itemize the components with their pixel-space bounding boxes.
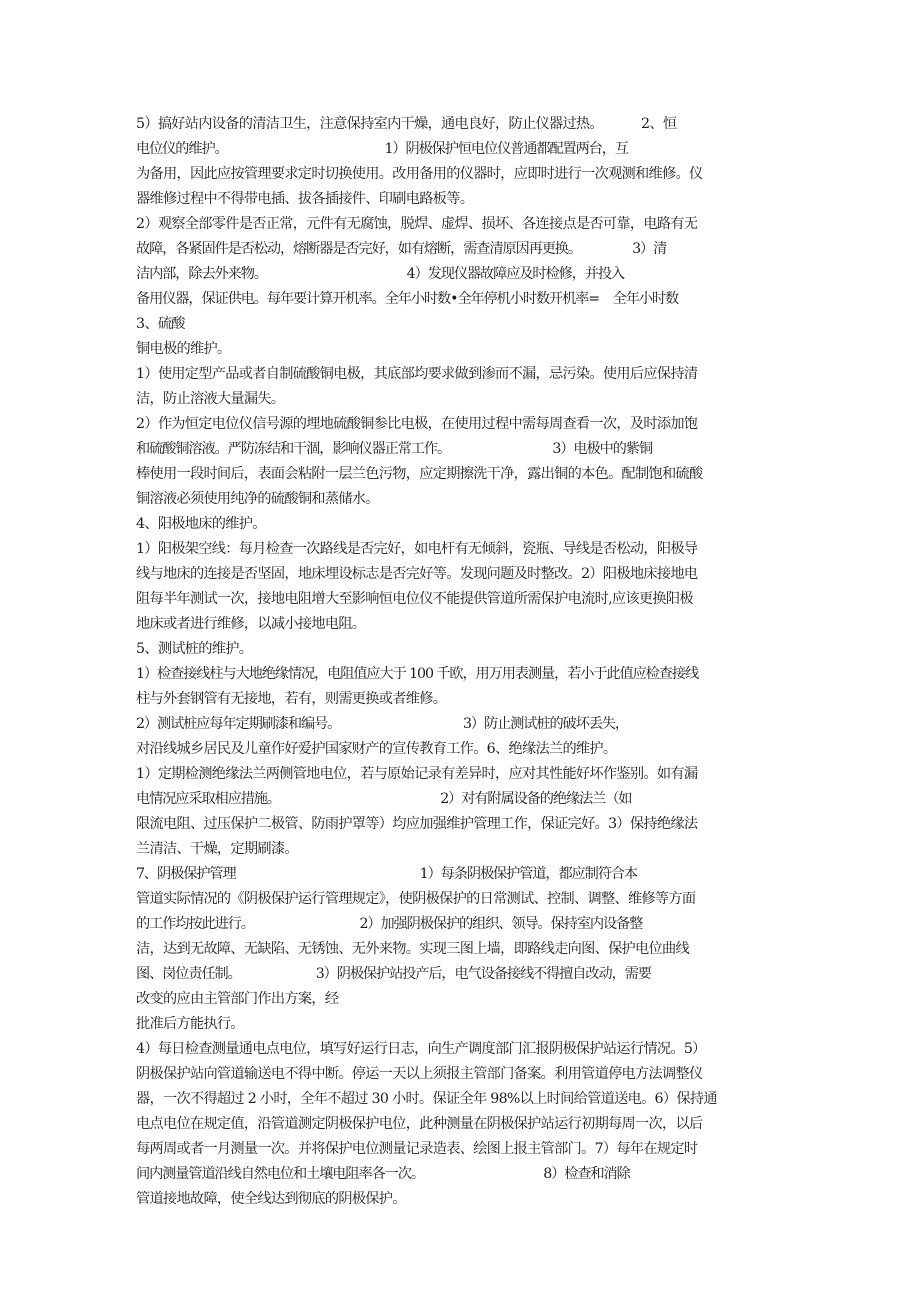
text-line: 4）每日检查测量通电点电位，填写好运行日志，向生产调度部门汇报阴极保护站运行情况。5） — [136, 1041, 706, 1057]
text-line: 柱与外套钢管有无接地，若有，则需更换或者维修。 — [136, 691, 447, 707]
text-line: 电点电位在规定值，沿管道测定阴极保护电位，此种测量在阴极保护站运行初期每周一次，以后 — [136, 1116, 703, 1132]
text-line: 管道接地故障，使全线达到彻底的阴极保护。 — [136, 1191, 406, 1207]
text-line: 阻每半年测试一次，接地电阻增大至影响恒电位仪不能提供管道所需保护电流时,应该更换阳极 — [136, 591, 693, 607]
section-heading: 4、阳极地床的维护。 — [136, 516, 266, 532]
text-line: 兰清洁、干燥，定期刷漆。 — [136, 841, 298, 857]
text-line: 对沿线城乡居民及儿童作好爱护国家财产的宣传教育工作。6、绝缘法兰的维护。 — [136, 741, 617, 757]
text-line: 故障，各紧固件是否松动，熔断器是否完好，如有熔断，需查清原因再更换。 3）清 — [136, 241, 667, 257]
text-line: 2）观察全部零件是否正常，元件有无腐蚀，脱焊、虚焊、损坏、各连接点是否可靠，电路有无 — [136, 216, 698, 232]
text-line: 地床或者进行维修，以减小接地电阻。 — [136, 616, 366, 632]
text-line: 和硫酸铜溶液。严防冻结和干涸，影响仪器正常工作。 3）电极中的紫铜 — [136, 441, 652, 457]
text-line: 限流电阻、过压保护二极管、防雨护罩等）均应加强维护管理工作，保证完好。3）保持绝缘法 — [136, 816, 698, 832]
text-line: 1）定期检测绝缘法兰两侧管地电位，若与原始记录有差异时，应对其性能好坏作鉴别。如有漏 — [136, 766, 698, 782]
text-line: 1）使用定型产品或者自制硫酸铜电极，其底部均要求做到渗而不漏，忌污染。使用后应保持清 — [136, 366, 698, 382]
text-line: 批准后方能执行。 — [136, 1016, 244, 1032]
text-line: 间内测量管道沿线自然电位和土壤电阻率各一次。 8）检查和消除 — [136, 1166, 630, 1182]
text-line: 图、岗位责任制。 3）阴极保护站投产后，电气设备接线不得擅自改动，需要 — [136, 966, 651, 982]
section-heading: 5、测试桩的维护。 — [136, 641, 253, 657]
text-line: 为备用，因此应按管理要求定时切换使用。改用备用的仪器时，应即时进行一次观测和维修。仪 — [136, 166, 703, 182]
text-line: 备用仪器，保证供电。每年要计算开机率。全年小时数•全年停机小时数开机率= 全年小时数 — [136, 291, 679, 307]
text-line: 的工作均按此进行。 2）加强阴极保护的组织、领导。保持室内设备整 — [136, 916, 643, 932]
text-line: 洁内部，除去外来物。 4）发现仪器故障应及时检修，并投入 — [136, 266, 625, 282]
text-line: 器维修过程中不得带电插、拔各插接件、印刷电路板等。 — [136, 191, 474, 207]
section-heading: 3、硫酸 — [136, 316, 185, 332]
text-line: 器，一次不得超过 2 小时，全年不超过 30 小时。保证全年 98%以上时间给管道送电。6）保持通 — [136, 1091, 717, 1107]
section-heading: 铜电极的维护。 — [136, 341, 231, 357]
text-line: 1）检查接线柱与大地绝缘情况，电阻值应大于 100 千欧，用万用表测量，若小于此值应检查接线 — [136, 666, 699, 682]
text-line: 铜溶液必须使用纯净的硫酸铜和蒸储水。 — [136, 491, 379, 507]
text-line: 洁，防止溶液大量漏失。 — [136, 391, 285, 407]
text-line: 改变的应由主管部门作出方案，经 — [136, 991, 339, 1007]
text-line: 电情况应采取相应措施。 2）对有附属设备的绝缘法兰（如 — [136, 791, 632, 807]
text-line: 棒使用一段时间后，表面会粘附一层兰色污物，应定期擦洗干净，露出铜的本色。配制饱和硫酸 — [136, 466, 703, 482]
text-line: 线与地床的连接是否坚固，地床埋设标志是否完好等。发现问题及时整改。2）阳极地床接地电 — [136, 566, 698, 582]
text-line: 5）搞好站内设备的清洁卫生，注意保持室内干燥，通电良好，防止仪器过热。 2、恒 — [136, 116, 677, 132]
text-line: 电位仪的维护。 1）阴极保护恒电位仪普通都配置两台，互 — [136, 141, 628, 157]
text-line: 1）阳极架空线：每月检查一次路线是否完好，如电杆有无倾斜，瓷瓶、导线是否松动，阳极导 — [136, 541, 698, 557]
text-line: 2）测试桩应每年定期刷漆和编号。 3）防止测试桩的破坏丢失， — [136, 716, 628, 732]
text-line: 每两周或者一月测量一次。并将保护电位测量记录造表、绘图上报主管部门。7）每年在规定时 — [136, 1141, 698, 1157]
text-line: 阴极保护站向管道输送电不得中断。停运一天以上须报主管部门备案。利用管道停电方法调整仪 — [136, 1066, 703, 1082]
section-heading: 7、阴极保护管理 1）每条阴极保护管道，都应制符合本 — [136, 866, 637, 882]
text-line: 洁，达到无故障、无缺陷、无锈蚀、无外来物。实现三图上墙，即路线走向图、保护电位曲线 — [136, 941, 689, 957]
text-line: 管道实际情况的《阴极保护运行管理规定》，使阴极保护的日常测试、控制、调整、维修等方面 — [136, 891, 696, 907]
text-line: 2）作为恒定电位仪信号源的埋地硫酸铜参比电极，在使用过程中需每周查看一次，及时添加饱 — [136, 416, 698, 432]
